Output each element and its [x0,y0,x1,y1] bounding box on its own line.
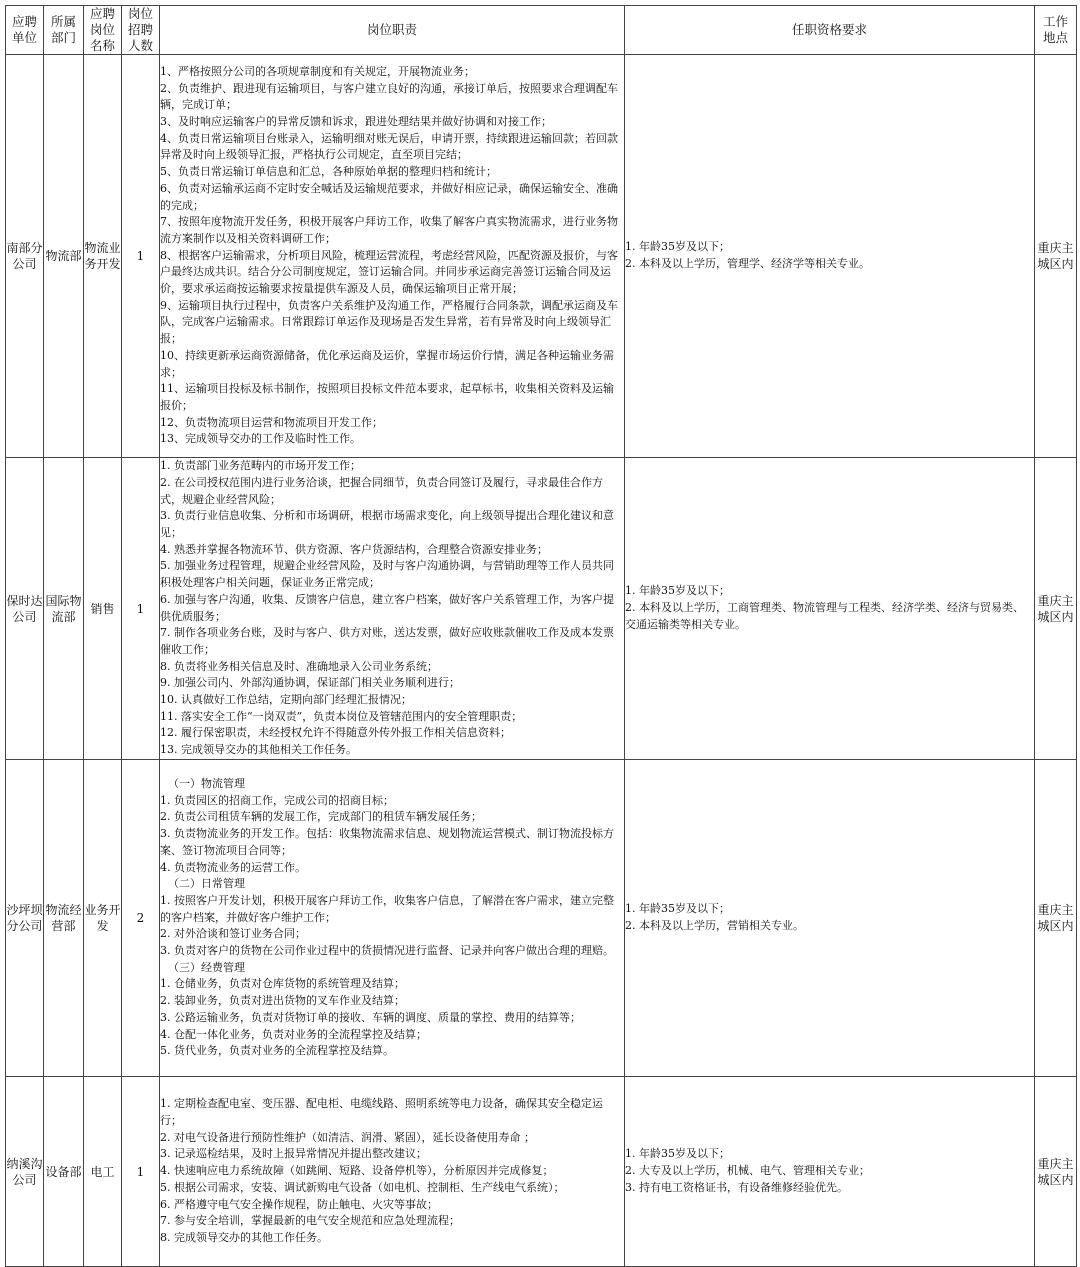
duty-line: 9、运输项目执行过程中，负责客户关系维护及沟通工作，严格履行合同条款，调配承运商及车队，完成客户运输需求。日常跟踪订单运作及现场是否发生异常，若有异常及时向上级领导汇报； [160,298,618,346]
header-row [6,6,1077,55]
cell-duties [160,458,625,760]
duty-line: （三）经费管理 [168,960,245,974]
requirement-line: 1. 年龄35岁及以下； [625,1147,730,1161]
duty-line: 4. 熟悉并掌握各物流环节、供方资源、客户货源结构，合理整合资源安排业务； [160,542,548,556]
duty-line: 6. 严格遵守电气安全操作规程，防止触电、火灾等事故； [160,1197,438,1211]
duty-line: 2. 对电气设备进行预防性维护（如清洁、润滑、紧固），延长设备使用寿命 ； [160,1130,535,1144]
cell-position: 业务开发 [84,760,122,1077]
cell-unit: 沙坪坝分公司 [6,760,44,1077]
duty-line: 12. 履行保密职责，未经授权允许不得随意外传外报工作相关信息资料； [160,726,511,740]
duty-line: 1、严格按照分公司的各项规章制度和有关规定，开展物流业务； [160,64,475,78]
duty-line: 1. 定期检查配电室、变压器、配电柜、电缆线路、照明系统等电力设备，确保其安全稳定运行； [160,1097,603,1128]
duty-line: 3. 记录巡检结果，及时上报异常情况并提出整改建议； [160,1147,427,1161]
recruitment-table [5,5,1077,1267]
duty-line: 10、持续更新承运商资源储备，优化承运商及运价，掌握市场运价行情，满足各种运输业务需求； [160,348,614,379]
cell-location: 重庆主城区内 [1035,1077,1077,1267]
duty-line: 2、负责维护、跟进现有运输项目，与客户建立良好的沟通，承接订单后，按照要求合理调配车辆，完成订单； [160,81,618,112]
requirement-line: 3. 持有电工资格证书，有设备维修经验优先。 [625,1180,848,1194]
duty-line: 13. 完成领导交办的其他相关工作任务。 [160,743,357,757]
header-count: 岗位招聘人数 [122,6,160,55]
duty-line: 4. 快速响应电力系统故障（如跳闸、短路、设备停机等），分析原因并完成修复； [160,1164,554,1178]
duty-line: 2. 对外洽谈和签订业务合同； [160,927,306,941]
header-position: 应聘岗位名称 [84,6,122,55]
cell-location: 重庆主城区内 [1035,55,1077,458]
duty-line: 2. 装卸业务，负责对进出货物的叉车作业及结算； [160,994,405,1008]
requirement-line: 2. 大专及以上学历，机械、电气、管理相关专业； [625,1164,870,1178]
duty-line: 10. 认真做好工作总结，定期向部门经理汇报情况； [160,693,412,707]
cell-requirements [625,1077,1035,1267]
header-unit: 应聘单位 [6,6,44,55]
header-duties: 岗位职责 [160,6,625,55]
duty-line: 5. 加强业务过程管理，规避企业经营风险，及时与客户沟通协调，与营销助理等工作人员共同积极处理客户相关问题，保证业务正常完成； [160,559,614,590]
duty-line: 7. 制作各项业务台账，及时与客户、供方对账，送达发票，做好应收账款催收工作及成本发票催收工作； [160,626,614,656]
duty-line: （一）物流管理 [168,777,245,791]
cell-count: 1 [122,1077,160,1267]
duty-line: 3. 公路运输业务，负责对货物订单的接收、车辆的调度、质量的掌控、费用的结算等； [160,1010,581,1024]
duty-line: 3、及时响应运输客户的异常反馈和诉求，跟进处理结果并做好协调和对接工作； [160,115,552,129]
header-dept: 所属部门 [44,6,84,55]
duty-line: 5、负责日常运输订单信息和汇总，各种原始单据的整理归档和统计； [160,165,497,179]
cell-dept: 国际物流部 [44,458,84,760]
cell-count: 1 [122,458,160,760]
duty-line: 4. 仓配一体化业务，负责对业务的全流程掌控及结算； [160,1027,427,1041]
duty-line: 9. 加强公司内、外部沟通协调，保证部门相关业务顺利进行； [160,676,460,690]
duty-line: 1. 仓储业务，负责对仓库货物的系统管理及结算； [160,977,405,991]
cell-duties [160,55,625,458]
duty-line: 2. 负责公司租赁车辆的发展工作，完成部门的租赁车辆发展任务； [160,810,482,824]
header-location: 工作地点 [1035,6,1077,55]
duty-line: 5. 根据公司需求，安装、调试新购电气设备（如电机、控制柜、生产线电气系统）； [160,1180,565,1194]
cell-unit: 纳溪沟公司 [6,1077,44,1267]
cell-location: 重庆主城区内 [1035,760,1077,1077]
cell-dept: 物流经营部 [44,760,84,1077]
duty-line: 2. 在公司授权范围内进行业务洽谈，把握合同细节，负责合同签订及履行，寻求最佳合作方式，规避企业经营风险； [160,475,603,506]
requirement-line: 1. 年龄35岁及以下； [625,584,730,598]
cell-requirements [625,458,1035,760]
table-row [6,55,1077,458]
duty-line: 3. 负责行业信息收集、分析和市场调研，根据市场需求变化，向上级领导提出合理化建议和意见； [160,509,614,539]
cell-requirements [625,55,1035,458]
requirement-line: 2. 本科及以上学历，工商管理类、物流管理与工程类、经济学类、经济与贸易类、交通运输类等相关专业。 [625,601,1024,631]
duty-line: 6、负责对运输承运商不定时安全喊话及运输规范要求，并做好相应记录，确保运输安全、准确的完成； [160,181,618,212]
duty-line: （二）日常管理 [168,877,245,891]
duty-line: 3. 负责物流业务的开发工作。包括：收集物流需求信息、规划物流运营模式、制订物流投标方案、签订物流项目合同等； [160,827,614,857]
duty-line: 4、负责日常运输项目台账录入，运输明细对账无误后，申请开票，持续跟进运输回款；若回款异常及时向上级领导汇报，严格执行公司规定，直至项目完结； [160,131,618,162]
cell-duties [160,760,625,1077]
duty-line: 11. 落实安全工作“一岗双责”，负责本岗位及管辖范围内的安全管理职责； [160,709,523,723]
cell-dept: 物流部 [44,55,84,458]
cell-position: 销售 [84,458,122,760]
duty-line: 12、负责物流项目运营和物流项目开发工作； [160,415,383,429]
cell-location: 重庆主城区内 [1035,458,1077,760]
duty-line: 7、按照年度物流开发任务，积极开展客户拜访工作，收集了解客户真实物流需求，进行业务物流方案制作以及相关资料调研工作； [160,215,618,245]
duty-line: 8. 完成领导交办的其他工作任务。 [160,1230,328,1244]
duty-line: 8. 负责将业务相关信息及时、准确地录入公司业务系统； [160,659,438,673]
duty-line: 5. 货代业务，负责对业务的全流程掌控及结算。 [160,1044,394,1058]
duty-line: 8、根据客户运输需求，分析项目风险，梳理运营流程，考虑经营风险，匹配资源及报价，与客户最终达成共识。结合分公司制度规定，签订运输合同。并同步承运商完善签订运输合同及运价，要求承运商按运输要求按量提供车源及人员，确保运输项目正常开展； [160,248,618,296]
cell-position: 电工 [84,1077,122,1267]
duty-line: 1. 负责园区的招商工作，完成公司的招商目标； [160,793,394,807]
header-requirements: 任职资格要求 [625,6,1035,55]
duty-line: 11、运输项目投标及标书制作，按照项目投标文件范本要求，起草标书，收集相关资料及运输报价； [160,382,614,412]
cell-requirements [625,760,1035,1077]
duty-line: 7. 参与安全培训，掌握最新的电气安全规范和应急处理流程； [160,1214,460,1228]
duty-line: 4. 负责物流业务的运营工作。 [160,860,306,874]
table-row [6,458,1077,760]
duty-line: 1. 按照客户开发计划，积极开展客户拜访工作，收集客户信息，了解潜在客户需求，建立完整的客户档案，并做好客户维护工作； [160,893,614,924]
table-row [6,1077,1077,1267]
requirement-line: 2. 本科及以上学历，管理学、经济学等相关专业。 [625,257,870,270]
cell-count: 2 [122,760,160,1077]
cell-dept: 设备部 [44,1077,84,1267]
cell-unit: 保时达公司 [6,458,44,760]
cell-duties [160,1077,625,1267]
duty-line: 6. 加强与客户沟通，收集、反馈客户信息，建立客户档案，做好客户关系管理工作，为客户提供优质服务； [160,592,614,623]
requirement-line: 1. 年龄35岁及以下； [625,240,730,254]
cell-count: 1 [122,55,160,458]
duty-line: 3. 负责对客户的货物在公司作业过程中的货损情况进行监督、记录并向客户做出合理的理赔。 [160,944,614,958]
requirement-line: 2. 本科及以上学历，营销相关专业。 [625,919,804,932]
cell-position: 物流业务开发 [84,55,122,458]
duty-line: 13、完成领导交办的工作及临时性工作。 [160,432,361,446]
requirement-line: 1. 年龄35岁及以下； [625,902,730,916]
cell-unit: 南部分公司 [6,55,44,458]
duty-line: 1. 负责部门业务范畴内的市场开发工作； [160,459,361,473]
table-row [6,760,1077,1077]
